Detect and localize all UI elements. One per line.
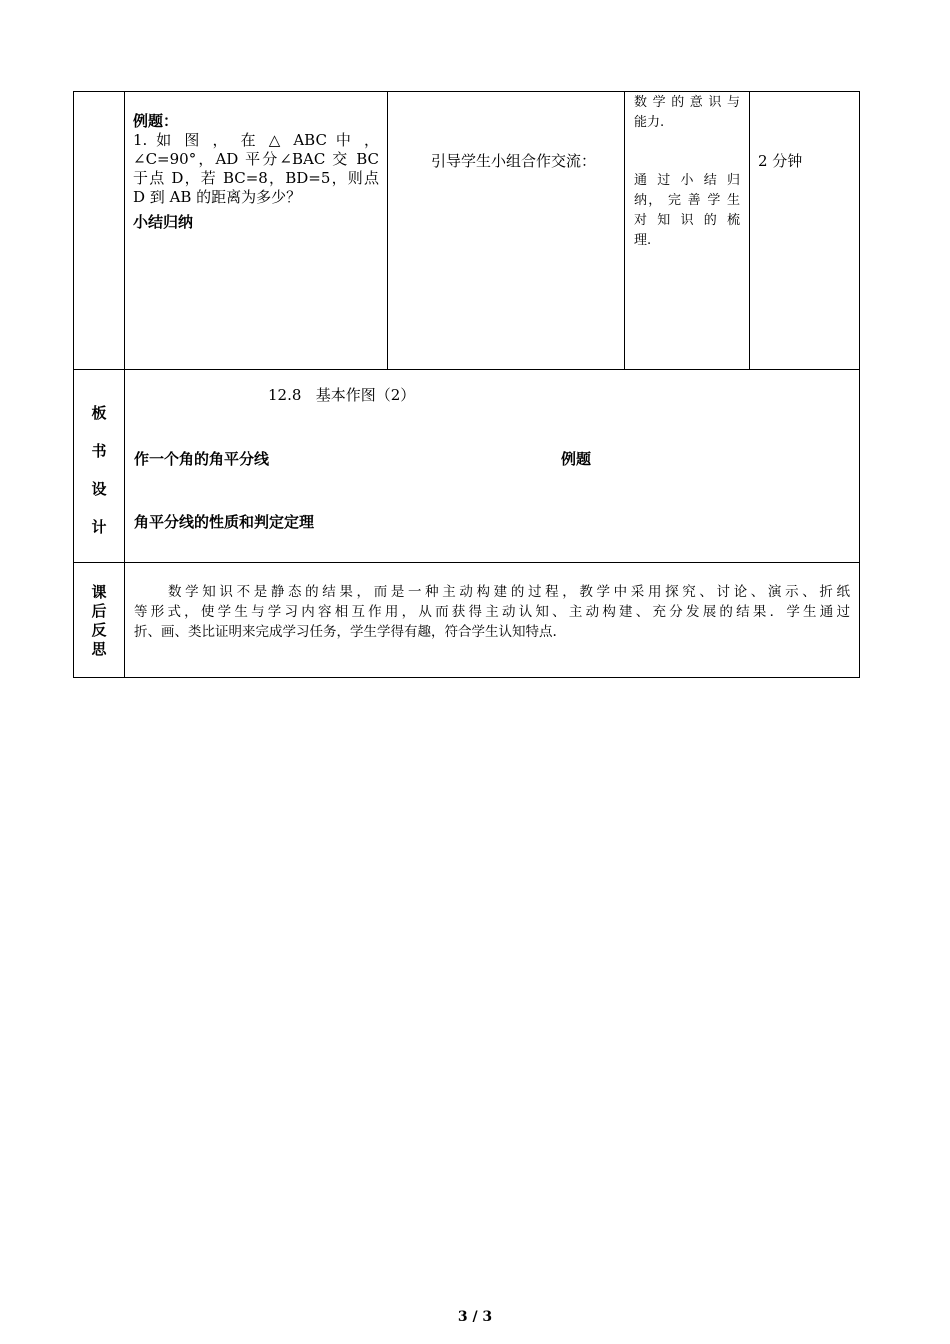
label-char: 计: [91, 518, 107, 536]
problem-line: 于点 D，若 BC=8，BD=5，则点: [133, 169, 379, 187]
reflection-line: 折、画、类比证明来完成学习任务，学生学得有趣，符合学生认知特点.: [134, 624, 557, 640]
label-char: 设: [91, 480, 107, 498]
summary-heading: 小结归纳: [133, 213, 194, 231]
time-text: 2 分钟: [758, 152, 803, 170]
reflection-label: [74, 583, 124, 659]
board-label: [74, 402, 124, 554]
intent-line: 理.: [634, 233, 652, 248]
reflection-text: [134, 582, 850, 642]
label-char: 书: [91, 442, 107, 460]
intent-line: 纳， 完 善 学 生: [634, 193, 740, 208]
label-char: 反: [91, 621, 107, 639]
label-char: 课: [91, 583, 107, 601]
example-cell: [133, 112, 379, 232]
intent-line: 对 知 识 的 梳: [634, 213, 740, 228]
intent-cell: [634, 93, 740, 251]
problem-line: 1. 如 图 ， 在 △ ABC 中 ，: [133, 131, 379, 149]
label-char: 后: [91, 602, 107, 620]
problem-line: ∠C=90°，AD 平分∠BAC 交 BC: [133, 150, 379, 168]
board-item-right: 例题: [561, 450, 592, 468]
board-item-left: 作一个角的角平分线: [134, 450, 270, 468]
activity-text: 引导学生小组合作交流：: [431, 152, 597, 170]
label-char: 思: [91, 640, 107, 658]
reflection-line: 数学知识不是静态的结果，而是一种主动构建的过程，教学中采用探究、讨论、演示、折纸: [168, 584, 850, 600]
page-number: 3 / 3: [457, 1309, 493, 1325]
label-char: 板: [91, 404, 107, 422]
intent-line: 能力.: [634, 115, 665, 130]
board-item-bottom: 角平分线的性质和判定定理: [134, 513, 315, 531]
intent-line: 数学的意识与: [634, 95, 740, 110]
reflection-line: 等形式，使学生与学习内容相互作用，从而获得主动认知、主动构建、充分发展的结果．学生通过: [134, 604, 850, 620]
board-title: 12.8 基本作图（2）: [268, 386, 416, 404]
intent-line: 通 过 小 结 归: [634, 173, 740, 188]
example-heading: 例题：: [133, 112, 179, 130]
problem-line: D 到 AB 的距离为多少？: [133, 188, 302, 206]
